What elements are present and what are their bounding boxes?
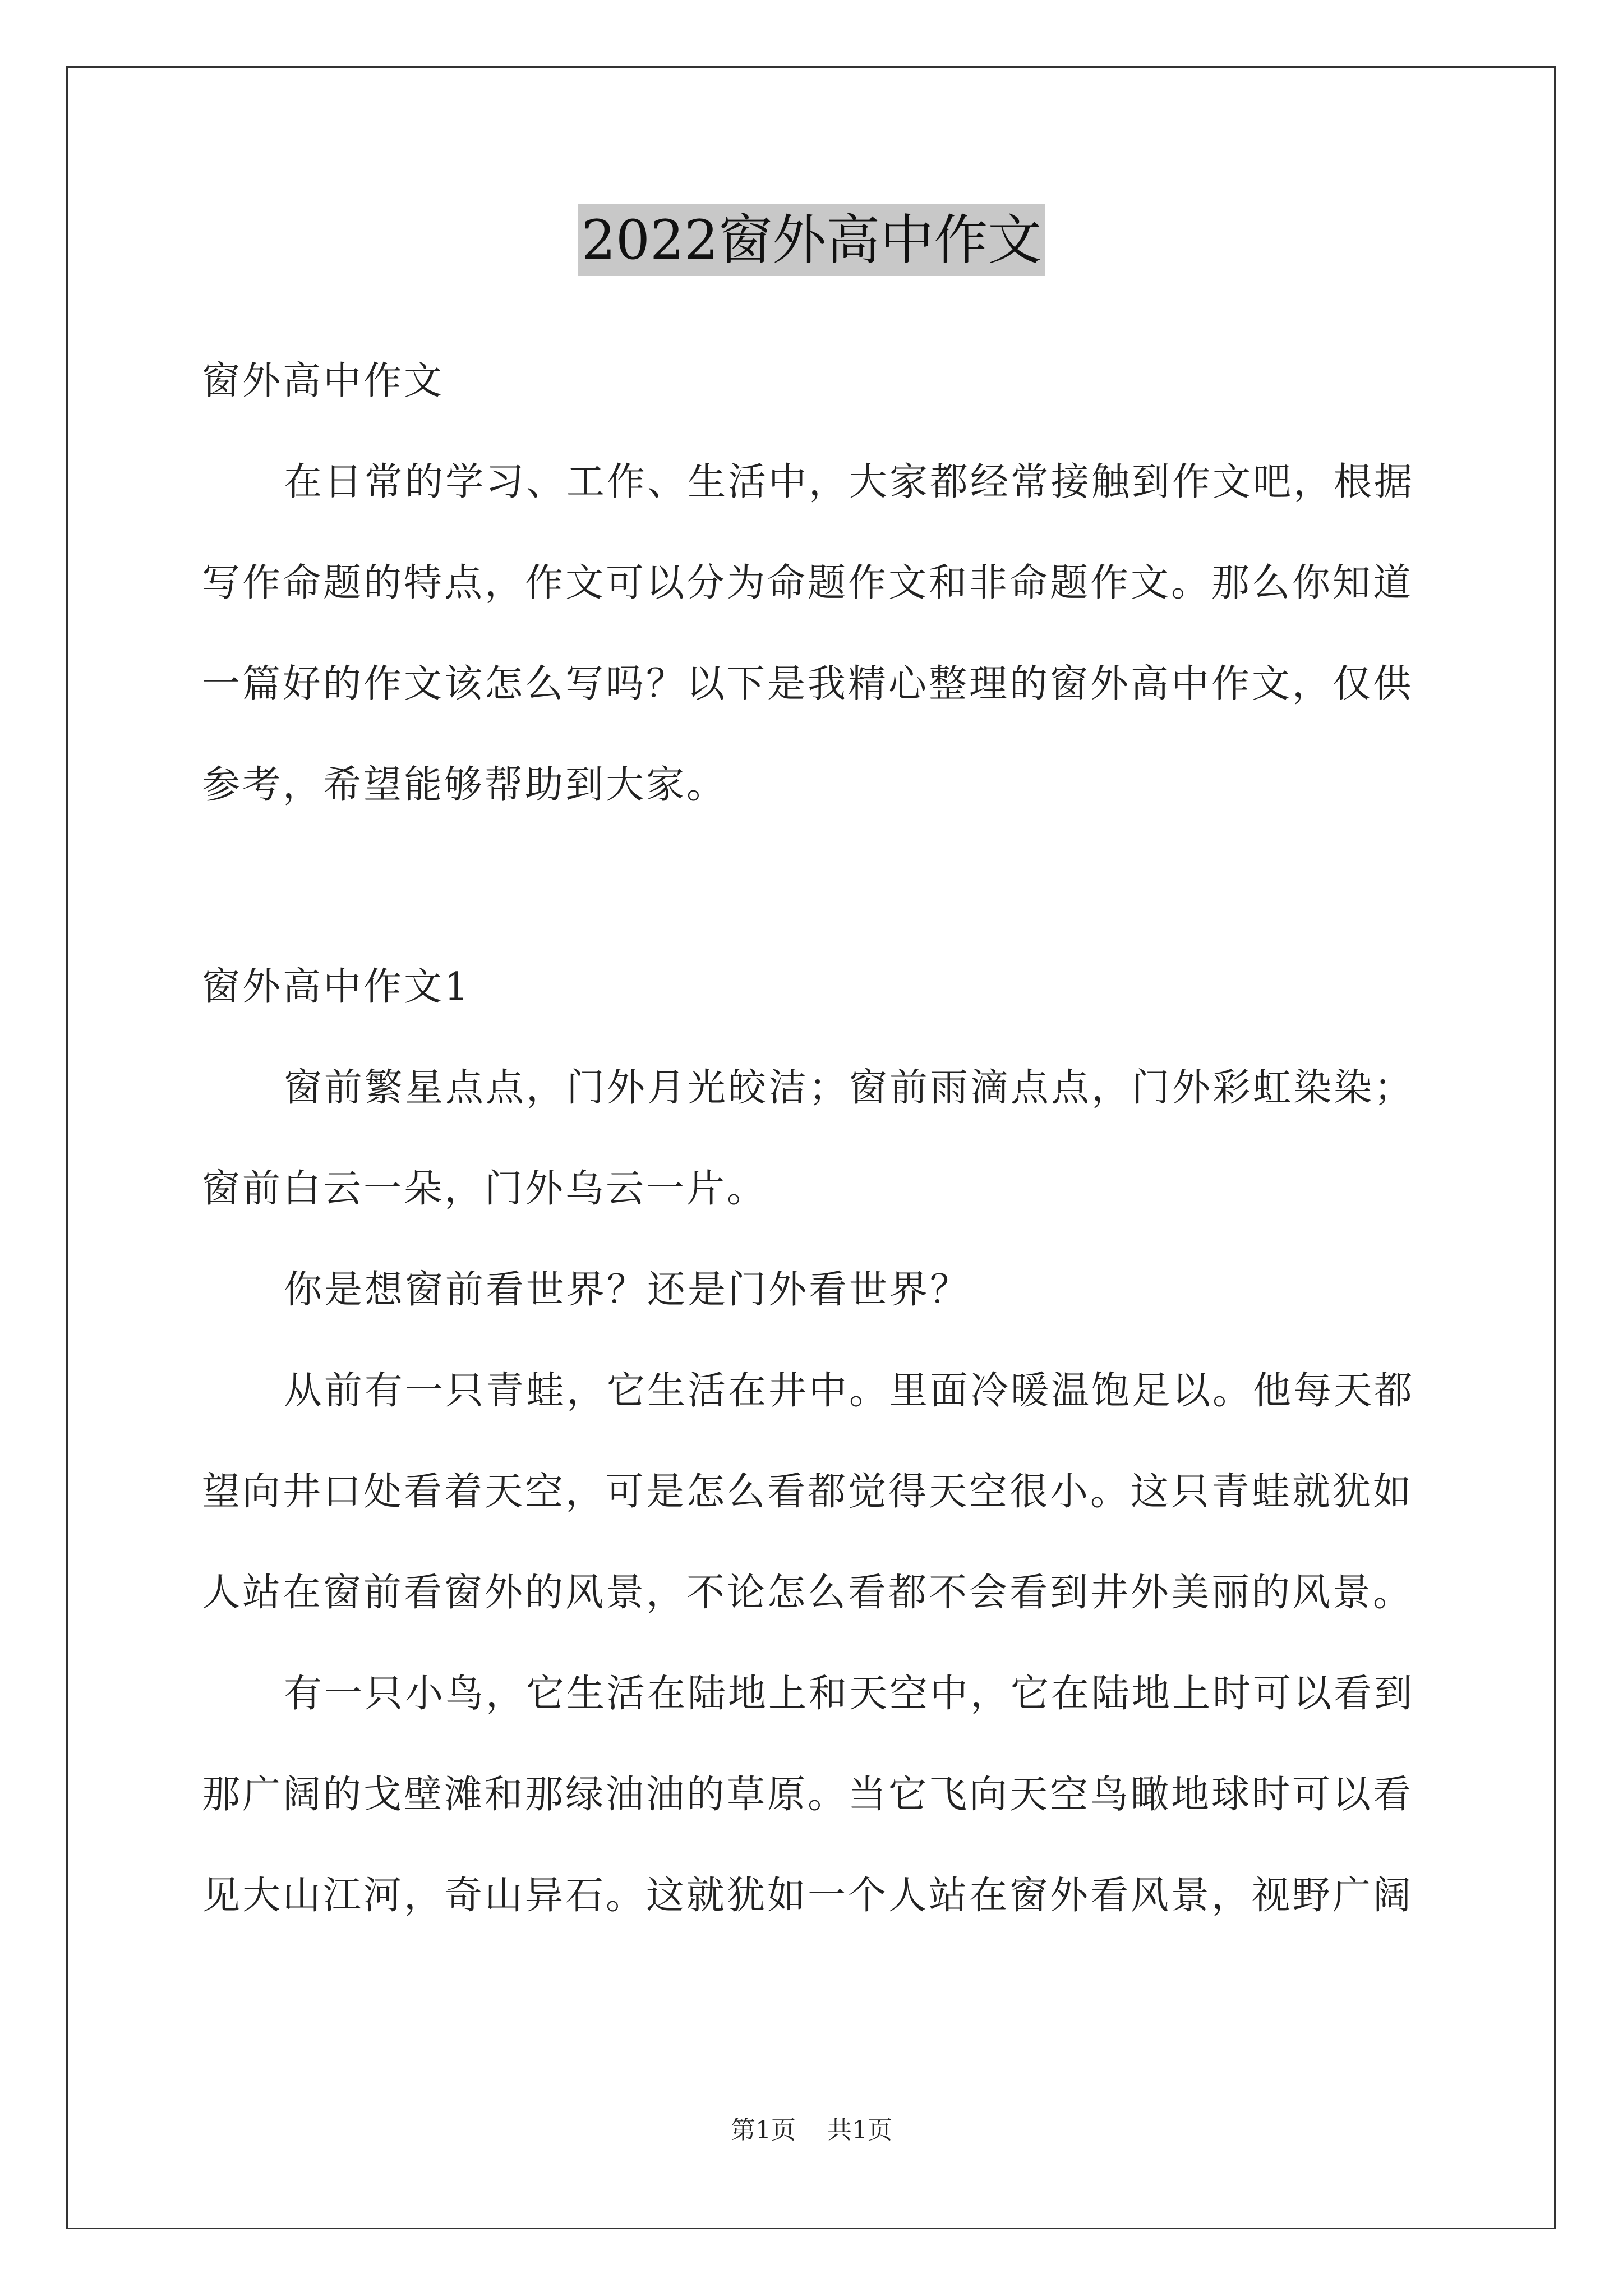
text-line: 有一只小鸟，它生活在陆地上和天空中，它在陆地上时可以看到	[284, 1672, 1415, 1716]
text-line: 那广阔的戈壁滩和那绿油油的草原。当它飞向天空鸟瞰地球时可以看	[202, 1773, 1414, 1817]
text-line: 你是想窗前看世界？还是门外看世界？	[284, 1268, 971, 1312]
text-line: 见大山江河，奇山异石。这就犹如一个人站在窗外看风景，视野广阔	[202, 1874, 1414, 1918]
text-line: 望向井口处看着天空，可是怎么看都觉得天空很小。这只青蛙就犹如	[202, 1470, 1414, 1514]
document-body	[202, 348, 1436, 1963]
text-line: 人站在窗前看窗外的风景，不论怎么看都不会看到井外美丽的风景。	[202, 1571, 1414, 1615]
page-total: 共1页	[827, 2116, 892, 2145]
document-title: 2022窗外高中作文	[578, 204, 1045, 276]
page-footer	[0, 2114, 1623, 2147]
text-line: 从前有一只青蛙，它生活在井中。里面冷暖温饱足以。他每天都	[284, 1369, 1415, 1413]
text-line: 窗外高中作文	[202, 359, 445, 403]
blank-line	[202, 853, 1436, 954]
text-line: 写作命题的特点，作文可以分为命题作文和非命题作文。那么你知道	[202, 561, 1414, 605]
text-line: 窗外高中作文1	[202, 965, 471, 1009]
text-line: 窗前繁星点点，门外月光皎洁；窗前雨滴点点，门外彩虹染染；	[284, 1066, 1415, 1110]
page-number: 第1页	[731, 2116, 796, 2145]
text-line: 窗前白云一朵，门外乌云一片。	[202, 1167, 768, 1211]
text-line: 一篇好的作文该怎么写吗？以下是我精心整理的窗外高中作文，仅供	[202, 662, 1414, 706]
text-line: 在日常的学习、工作、生活中，大家都经常接触到作文吧，根据	[284, 460, 1415, 504]
title-block	[0, 204, 1623, 276]
text-line: 参考，希望能够帮助到大家。	[202, 763, 727, 807]
